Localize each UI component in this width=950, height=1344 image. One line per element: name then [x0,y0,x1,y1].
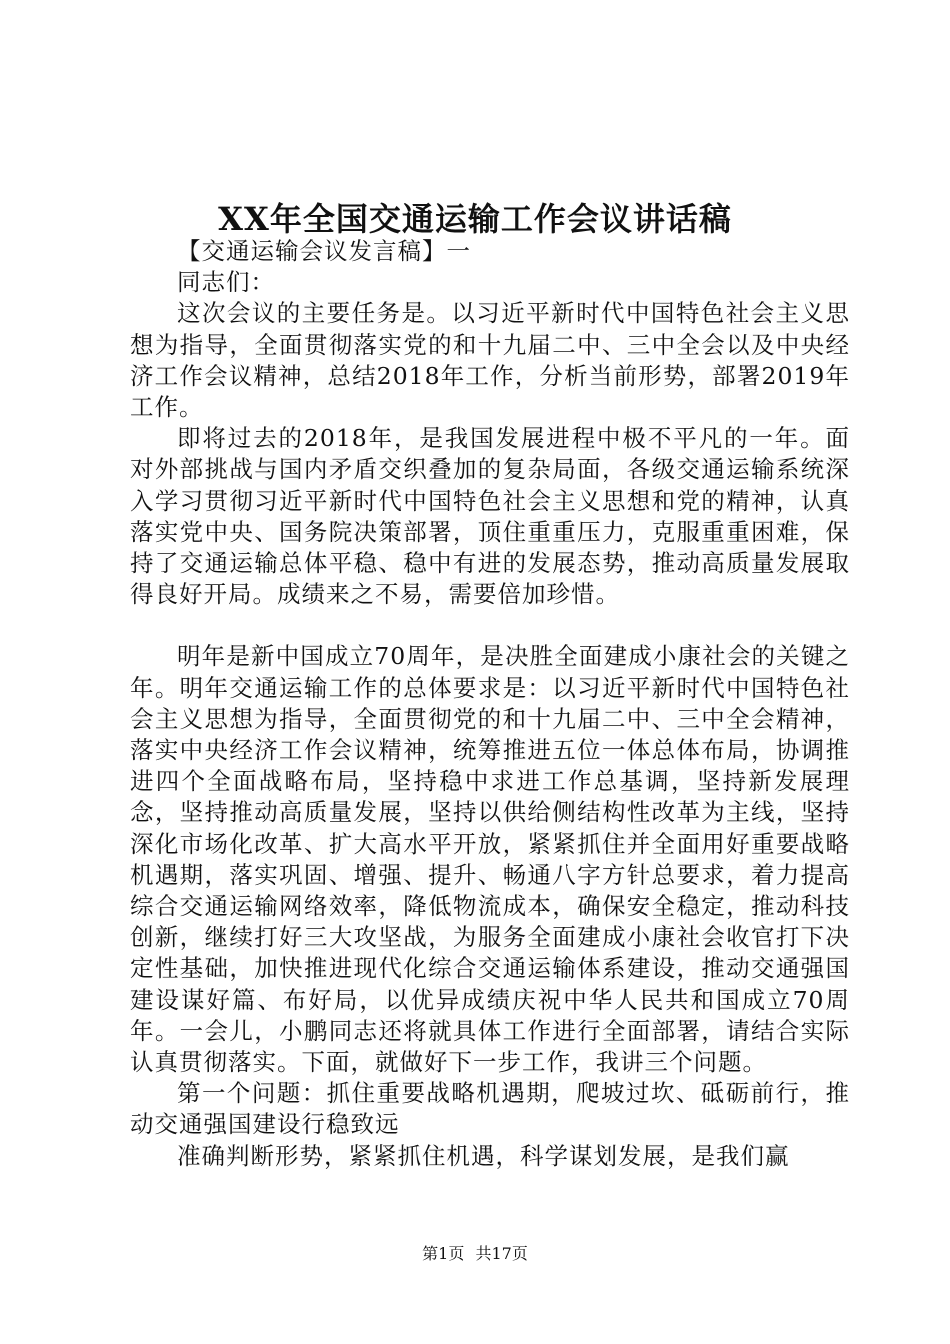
page-footer [0,1244,950,1264]
page-number: 第1页 [422,1244,465,1263]
paragraph-source-tag: 【交通运输会议发言稿】一 [177,237,471,265]
document-title: XX年全国交通运输工作会议讲话稿 [218,200,732,239]
paragraph-next-year-requirements: 明年是新中国成立70周年，是决胜全面建成小康社会的关键之年。明年交通运输工作的总体要求是：以习近平新时代中国特色社会主义思想为指导，全面贯彻党的和十九届二中、三中全会精神，落实中央经济工作会议精神，统筹推进五位一体总体布局，协调推进四个全面战略布局，坚持稳中求进工作总基调，坚持新发展理念，坚持推动高质量发展，坚持以供给侧结构性改革为主线，坚持深化市场化改革、扩大高水平开放，紧紧抓住并全面用好重要战略机遇期，落实巩固、增强、提升、畅通八字方针总要求，着力提高综合交通运输网络效率，降低物流成本，确保安全稳定，推动科技创新，继续打好三大攻坚战，为服务全面建成小康社会收官打下决定性基础，加快推进现代化综合交通运输体系建设，推动交通强国建设谋好篇、布好局，以优异成绩庆祝中华人民共和国成立70周年。一会儿，小鹏同志还将就具体工作进行全面部署，请结合实际认真贯彻落实。下面，就做好下一步工作，我讲三个问题。 [130,642,850,1077]
paragraph-salutation: 同志们： [177,268,275,297]
paragraph-2018-review: 即将过去的2018年，是我国发展进程中极不平凡的一年。面对外部挑战与国内矛盾交织叠加的复杂局面，各级交通运输系统深入学习贯彻习近平新时代中国特色社会主义思想和党的精神，认真落实党中央、国务院决策部署，顶住重重压力，克服重重困难，保持了交通运输总体平稳、稳中有进的发展态势，推动高质量发展取得良好开局。成绩来之不易，需要倍加珍惜。 [130,424,850,609]
total-pages: 共17页 [475,1244,528,1263]
paragraph-first-issue-heading: 第一个问题：抓住重要战略机遇期，爬坡过坎、砥砺前行，推动交通强国建设行稳致远 [130,1079,850,1139]
document-body [130,236,850,1172]
paragraph-first-issue-start: 准确判断形势，紧紧抓住机遇，科学谋划发展，是我们赢 [177,1141,790,1170]
paragraph-main-task: 这次会议的主要任务是。以习近平新时代中国特色社会主义思想为指导，全面贯彻落实党的和十九届二中、三中全会以及中央经济工作会议精神，总结2018年工作，分析当前形势，部署2019年工作。 [130,299,850,422]
